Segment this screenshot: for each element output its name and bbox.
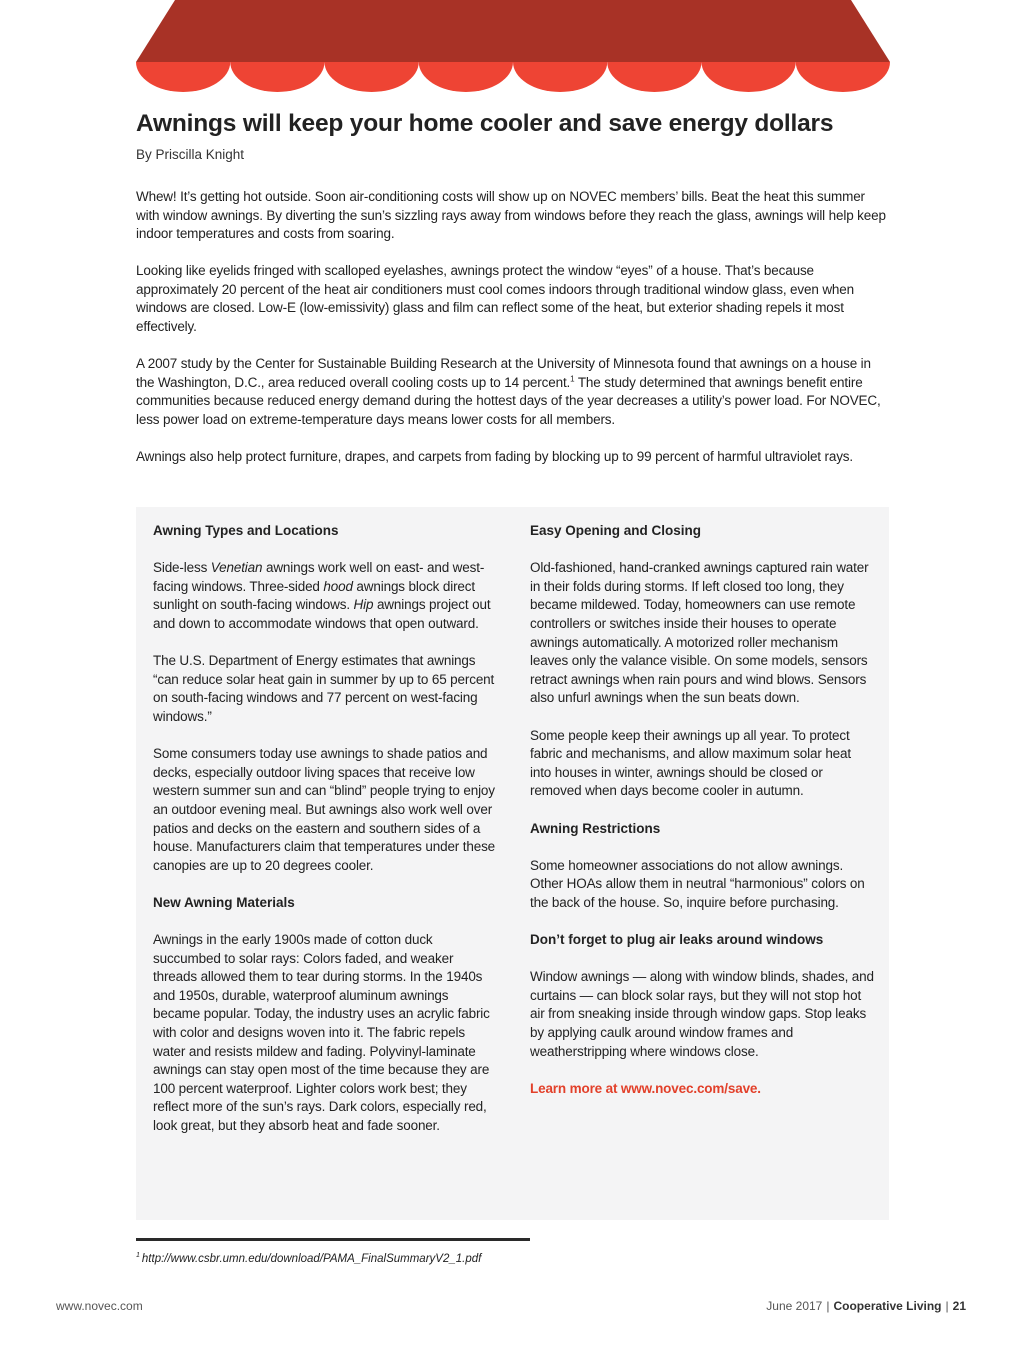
intro-paragraph-3: [136, 355, 888, 429]
awning-types-paragraph: [153, 559, 498, 633]
info-sidebar: [136, 507, 889, 1220]
year-round-paragraph: Some people keep their awnings up all year. To protect fabric and mechanisms, and allow maximum solar heat into houses in winter, awnings should be closed or removed when days become cooler in autumn.: [530, 727, 851, 799]
intro-paragraph-4: Awnings also help protect furniture, drapes, and carpets from fading by blocking up to 99 percent of harmful ultraviolet rays.: [136, 449, 854, 465]
easy-opening-paragraph: Old-fashioned, hand-cranked awnings captured rain water in their folds during storms. If left closed too long, they became mildewed. Today, homeowners can use remote controllers or switches inside their houses to operate awnings automatically. A motorized roller mechanism leaves only the valance visible. On some models, sensors retract awnings when rain pours and wind blows. Sensors also unfurl awnings when the sun beats down.: [530, 560, 869, 706]
heading-easy-opening: Easy Opening and Closing: [530, 523, 702, 538]
footnote-reference: 1: [570, 374, 575, 384]
awning-illustration: [136, 0, 890, 92]
intro-paragraph-3-text-b: The study determined that awnings benefit entire communities because reduced energy demand during the hottest days of the year decreases a utility’s power load. For NOVEC, less power load on extreme-temperature days means lower costs for all members.: [136, 374, 881, 427]
footer-publication: Cooperative Living: [833, 1299, 942, 1313]
article-byline: By Priscilla Knight: [136, 147, 245, 162]
heading-new-materials: New Awning Materials: [153, 894, 295, 910]
term-venetian: Venetian: [210, 560, 263, 576]
footer-divider: |: [826, 1299, 830, 1313]
term-hood: hood: [323, 578, 353, 594]
intro-paragraph-1: Whew! It’s getting hot outside. Soon air-conditioning costs will show up on NOVEC members’ bills. Beat the heat this summer with window awnings. By diverting the sun’s sizzling rays away from windows before they reach the glass, awnings will help keep indoor temperatures and costs from soaring.: [136, 189, 886, 242]
awning-types-text-b: awnings work well on east- and west-facing windows. Three-sided: [153, 560, 485, 594]
awning-types-text-a: Side-less: [153, 560, 211, 576]
sidebar-right-column: [530, 522, 875, 1117]
footnote: [136, 1253, 481, 1265]
materials-paragraph: Awnings in the early 1900s made of cotton duck succumbed to solar rays: Colors faded, and weaker threads allowed them to tear during storms. In the 1940s and 1950s, durable, waterproof aluminum awnings became popular. Today, the industry uses an acrylic fabric with color and designs woven into it. The fabric repels water and resists mildew and fading. Polyvinyl-laminate awnings can stay open most of the time because they are 100 percent waterproof. Lighter colors work best; they reflect more of the sun’s rays. Dark colors, especially red, look great, but they absorb heat and fade sooner.: [153, 932, 490, 1133]
footnote-mark: 1: [136, 1252, 140, 1260]
patios-paragraph: Some consumers today use awnings to shade patios and decks, especially outdoor living spaces that receive low western summer sun and can “blind” people trying to enjoy an outdoor evening meal. But awnings also work well over patios and decks on the eastern and southern sides of a house. Manufacturers claim that temperatures under these canopies are up to 20 degrees cooler.: [153, 746, 496, 873]
article-body: [136, 188, 888, 485]
awning-canopy: [136, 0, 890, 62]
awning-scallops: [136, 62, 890, 92]
footer-page-number: 21: [952, 1299, 966, 1313]
footnote-url[interactable]: http://www.csbr.umn.edu/download/PAMA_FinalSummaryV2_1.pdf: [141, 1253, 482, 1265]
restrictions-paragraph: Some homeowner associations do not allow awnings. Other HOAs allow them in neutral “harmonious” colors on the back of the house. So, inquire before purchasing.: [530, 857, 865, 910]
footer-website[interactable]: www.novec.com: [56, 1299, 143, 1313]
intro-paragraph-2: Looking like eyelids fringed with scalloped eyelashes, awnings protect the window “eyes” of a house. That’s because approximately 20 percent of the heat air conditioners must cool comes indoors through traditional window glass, even when windows are closed. Low-E (low-emissivity) glass and film can reflect some of the heat, but exterior shading repels it most effectively.: [136, 263, 855, 335]
heading-awning-types: Awning Types and Locations: [153, 523, 339, 538]
heading-air-leaks: Don’t forget to plug air leaks around windows: [530, 932, 824, 948]
sidebar-left-column: [153, 522, 498, 1154]
awning-types-text-d: awnings project out and down to accommodate windows that open outward.: [153, 597, 491, 631]
intro-paragraph-3-text-a: A 2007 study by the Center for Sustainable Building Research at the University of Minnesota found that awnings on a house in the Washington, D.C., area reduced overall cooling costs up to 14 percent.: [136, 356, 871, 390]
awning-types-text-c: awnings block direct sunlight on south-facing windows.: [153, 578, 475, 613]
footnote-divider: [136, 1238, 530, 1241]
heading-restrictions: Awning Restrictions: [530, 820, 661, 836]
footer-divider-2: |: [945, 1299, 949, 1313]
footer-issue-info: [766, 1299, 966, 1313]
footer-date: June 2017: [766, 1299, 823, 1313]
term-hip: Hip: [353, 597, 374, 613]
article-headline: Awnings will keep your home cooler and save energy dollars: [136, 110, 834, 137]
learn-more-link[interactable]: Learn more at www.novec.com/save.: [530, 1080, 761, 1096]
doe-estimate-paragraph: The U.S. Department of Energy estimates that awnings “can reduce solar heat gain in summer by up to 65 percent on south-facing windows and 77 percent on west-facing windows.”: [153, 653, 495, 724]
air-leaks-paragraph: Window awnings — along with window blinds, shades, and curtains — can block solar rays, but they will not stop hot air from sneaking inside through window gaps. Stop leaks by applying caulk around window frames and weatherstripping where windows close.: [530, 969, 874, 1059]
